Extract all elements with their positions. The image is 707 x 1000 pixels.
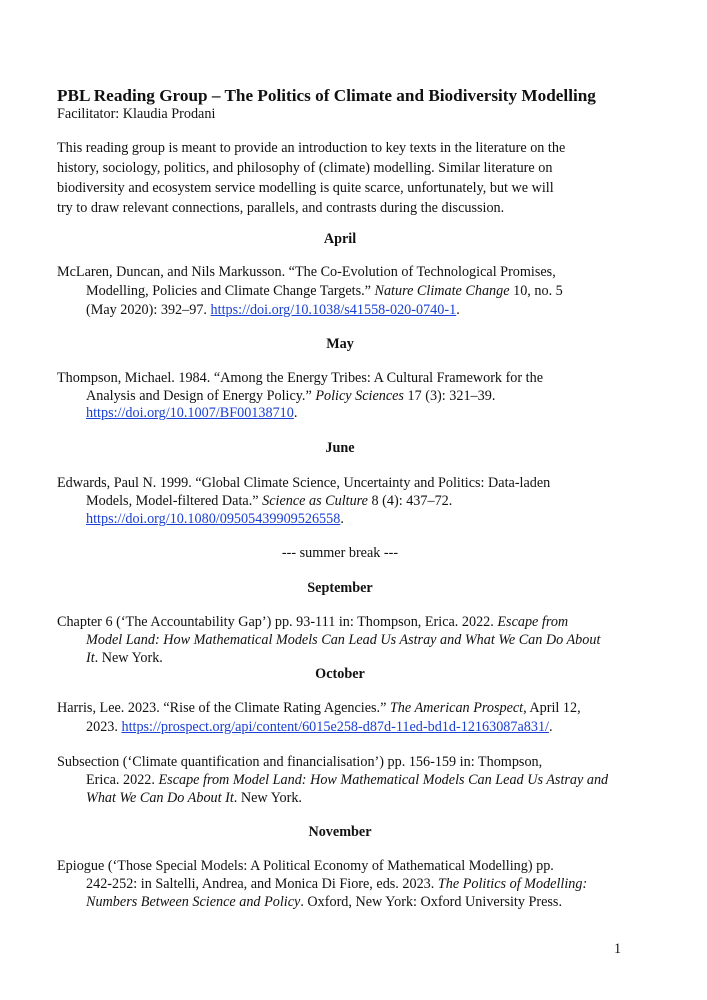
reference-harris: Harris, Lee. 2023. “Rise of the Climate Rating Agencies.” The American Prospect, April 12,	[57, 700, 581, 716]
reference-epilogue-cont: 242-252: in Saltelli, Andrea, and Monica Di Fiore, eds. 2023. The Politics of Modelling:	[86, 876, 588, 892]
doi-link[interactable]: https://doi.org/10.1007/BF00138710	[86, 405, 294, 421]
book-title: What We Can Do About It	[86, 790, 234, 806]
intro-line: This reading group is meant to provide an introduction to key texts in the literature on the	[57, 140, 566, 156]
section-heading-may: May	[326, 336, 354, 352]
reference-subsection-cont: Erica. 2022. Escape from Model Land: How Mathematical Models Can Lead Us Astray and	[86, 772, 609, 788]
reference-edwards-cont: https://doi.org/10.1080/09505439909526558.	[86, 511, 344, 527]
book-title: Escape from	[497, 614, 569, 630]
reference-thompson-cont: https://doi.org/10.1007/BF00138710.	[86, 405, 298, 421]
reference-chapter6-cont	[86, 632, 600, 649]
page-title: PBL Reading Group – The Politics of Climate and Biodiversity Modelling	[57, 86, 596, 105]
book-title: It	[86, 650, 95, 666]
section-heading-april: April	[323, 231, 357, 247]
section-heading-september: September	[307, 580, 373, 596]
intro-line: biodiversity and ecosystem service modelling is quite scarce, unfortunately, but we will	[57, 180, 554, 196]
reference-mclaren: McLaren, Duncan, and Nils Markusson. “The Co-Evolution of Technological Promises,	[57, 264, 556, 280]
reference-edwards: Edwards, Paul N. 1999. “Global Climate Science, Uncertainty and Politics: Data-laden	[57, 475, 551, 491]
reference-subsection-cont: What We Can Do About It. New York.	[86, 790, 302, 806]
page-number: 1	[614, 941, 622, 957]
reference-mclaren-cont: (May 2020): 392–97. https://doi.org/10.1038/s41558-020-0740-1.	[86, 302, 460, 318]
reference-edwards-cont: Models, Model-filtered Data.” Science as Culture 8 (4): 437–72.	[86, 493, 453, 509]
doi-link[interactable]: https://doi.org/10.1080/09505439909526558	[86, 511, 341, 527]
reference-chapter6: Chapter 6 (‘The Accountability Gap’) pp. 93-111 in: Thompson, Erica. 2022. Escape from	[57, 614, 569, 630]
book-title: Model Land: How Mathematical Models Can Lead Us Astray and What We Can Do About	[86, 632, 601, 648]
reference-subsection: Subsection (‘Climate quantification and financialisation’) pp. 156-159 in: Thompson,	[57, 754, 543, 770]
reference-mclaren-cont: Modelling, Policies and Climate Change Targets.” Nature Climate Change 10, no. 5	[86, 283, 563, 299]
reference-thompson: Thompson, Michael. 1984. “Among the Energy Tribes: A Cultural Framework for the	[57, 370, 543, 386]
section-heading-november: November	[308, 824, 372, 840]
reference-thompson-cont: Analysis and Design of Energy Policy.” Policy Sciences 17 (3): 321–39.	[86, 388, 496, 404]
journal-title: Policy Sciences	[315, 388, 404, 404]
book-title: Escape from Model Land: How Mathematical Models Can Lead Us Astray and	[158, 772, 609, 788]
journal-title: Science as Culture	[262, 493, 368, 509]
reference-epilogue-cont: Numbers Between Science and Policy. Oxford, New York: Oxford University Press.	[86, 894, 562, 910]
journal-title: Nature Climate Change	[374, 283, 510, 299]
doi-link[interactable]: https://doi.org/10.1038/s41558-020-0740-1	[210, 302, 457, 318]
facilitator-line: Facilitator: Klaudia Prodani	[57, 106, 216, 122]
summer-break-note: --- summer break ---	[281, 545, 399, 561]
journal-title: The American Prospect	[389, 700, 524, 716]
article-link[interactable]: https://prospect.org/api/content/6015e258-d87d-11ed-bd1d-12163087a831/	[121, 719, 549, 735]
reference-epilogue: Epiogue (‘Those Special Models: A Political Economy of Mathematical Modelling) pp.	[57, 858, 554, 874]
reference-harris-cont: 2023. https://prospect.org/api/content/6015e258-d87d-11ed-bd1d-12163087a831/.	[86, 719, 553, 735]
intro-line: try to draw relevant connections, parallels, and contrasts during the discussion.	[57, 200, 505, 216]
intro-line: history, sociology, politics, and philosophy of (climate) modelling. Similar literature on	[57, 160, 553, 176]
section-heading-june: June	[325, 440, 355, 456]
book-title: The Politics of Modelling:	[437, 876, 588, 892]
book-title: Numbers Between Science and Policy	[86, 894, 301, 910]
section-heading-october: October	[315, 666, 365, 682]
reference-chapter6-cont: It. New York.	[86, 650, 163, 666]
